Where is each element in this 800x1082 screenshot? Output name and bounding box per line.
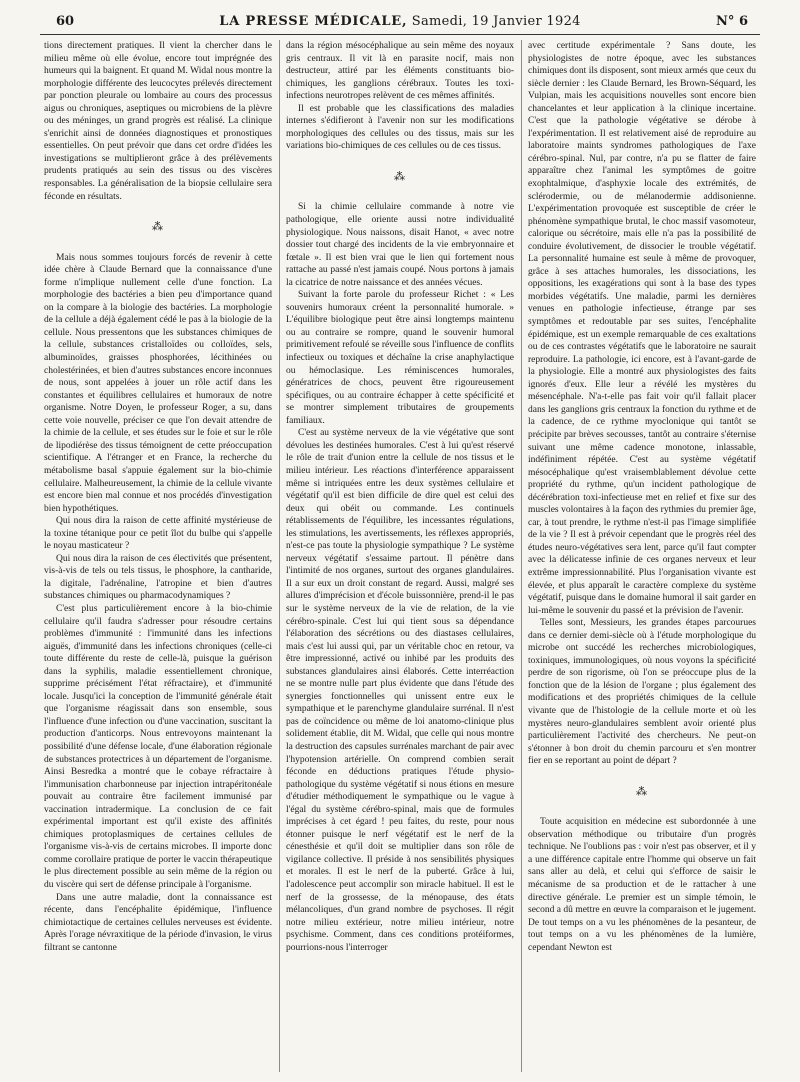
column-2 [286,40,514,1072]
paragraph: C'est au système nerveux de la vie végétative que sont dévolues les destinées humorales. C'est à lui qu'est réservé le rôle de trait d'union entre la cellule de nos tissus et le milieu intérieur. Les réactions d'interférence apparaissent même si intriquées entre les deux systèmes cellulaire et végétatif qu'il est bien difficile de dire quel est celui des deux qui obéit ou commande. Les continuels rétablissements de l'équilibre, les incessantes régulations, les stimulations, les avertissements, les réflexes appropriés, n'est-ce pas toute la physiologie sympathique ? Le système nerveux végétatif s'essaime partout. Il pénètre dans l'intimité de nos organes, surtout des organes glandulaires. Il a sur eux un droit constant de regard. Aussi, malgré ses allures d'imprécision et d'école buissonnière, prend-il le pas sur le système nerveux de la vie de relation, de la vie cérébro-spinale. C'est lui qui tient sous sa dépendance l'élaboration des sécrétions ou des diastases cellulaires, mais c'est lui aussi qui, par un véritable choc en retour, va être impressionné, activé ou inhibé par les produits des substances glandulaires ainsi élaborés. Cette interréaction ne se montre nulle part plus évidente que dans l'étude des synergies fonctionnelles qui unissent entre eux le sympathique et le parenchyme glandulaire surrénal. Il n'est pas de coïncidence ou même de loi anatomo-clinique plus solidement établie, dit M. Widal, que celle qui nous montre la destruction des capsules surrénales marchant de pair avec l'hypotension artérielle. On comprend combien serait féconde en déductions pratiques l'étude physio-pathologique du système végétatif si nous étions en mesure d'étudier méthodiquement le sympathique ou le vague à l'égal du système cérébro-spinal, mais que de formules imprécises à cet égard ! peu faites, du reste, pour nous étonner puisque le nerf végétatif est le nerf de la cénesthésie et qu'il doit se multiplier dans son rôle de vigilance collective. Il préside à nos sensibilités physiques et morales. Il est le nerf de la puberté. Grâce à lui, l'adolescence peut accomplir son miracle habituel. Il est le nerf de la grossesse, de la ménopause, des états mélancoliques, d'un grand nombre de psychoses. Il régit notre milieu extérieur, notre milieu intérieur, notre psychisme. Comment, dans ces conditions protéiformes, pourrions-nous l'interroger [286,428,514,953]
paragraph: Si la chimie cellulaire commande à notre vie pathologique, elle oriente aussi notre individualité physiologique. Nous naissons, disait Hanot, « avec notre dossier tout chargé des incidents de la vie embryonnaire et fœtale ». Il est bien vrai que le lien qui fortement nous rattache au passé n'est jamais coupé. Nous portons à jamais la cicatrice de notre naissance et des années vécues. [286,202,514,288]
paragraph: C'est plus particulièrement encore à la bio-chimie cellulaire qu'il faudra s'adresser pour résoudre certains problèmes d'immunité : l'immunité dans les infections aiguës, d'immunité dans les infections chroniques (celle-ci toute différente du reste de celle-là, puisque la guérison dans la syphilis, maladie essentiellement chronique, supprime précisément l'état réfractaire), et d'immunité locale. Jusqu'ici la conception de l'immunité générale était que l'organisme réagissait dans son ensemble, sous l'influence d'une infection ou d'une vaccination, suscitant la production d'anticorps. Nous entrevoyons maintenant la possibilité d'une défense locale, d'une élaboration régionale de substances protectrices à un département de l'organisme. Ainsi Besredka a montré que le cobaye réfractaire à l'immunisation charbonneuse par injection intrapéritonéale pouvait au contraire être facilement immunisé par vaccination intradermique. La conclusion de ce fait expérimental important est qu'il existe des affinités chimiques protoplasmiques de certaines cellules de l'organisme vis-à-vis de certains microbes. Il importe donc comme corollaire pratique de porter le vaccin thérapeutique le plus directement possible au sein même de la région ou du viscère qui sert de défense principale à l'organisme. [44,603,272,890]
page-number: 60 [56,14,75,29]
section-separator: ⁂ [394,170,406,183]
paragraph: Qui nous dira la raison de cette affinité mystérieuse de la toxine tétanique pour ce petit îlot du bulbe qui s'appelle le noyau masticateur ? [44,516,272,552]
column-1 [44,40,272,1072]
masthead [40,14,760,29]
column-3 [528,40,756,1072]
section-separator: ⁂ [152,221,164,234]
paragraph: Il est probable que les classifications des maladies internes s'édifieront à l'avenir non sur les modifications morphologiques des cellules ou des tissus, mais sur les variations bio-chimiques de ces cellules ou de ces tissus. [286,103,514,152]
paragraph: Mais nous sommes toujours forcés de revenir à cette idée chère à Claude Bernard que la connaissance d'une forme n'implique nullement celle d'une fonction. La morphologie des bactéries a bien peu d'importance quand on la compare à la biologie des bactéries. La morphologie de la cellule a déjà également cédé le pas à la biologie de la cellule. Nous pressentons que les substances chimiques de la cellule, substances cristalloïdes ou colloïdes, sels, albuminoïdes, graisses phosphorées, lécithinées ou cholestérinées, et bien d'autres substances encore inconnues de nous, sont appelées à jouer un rôle actif dans les constantes et équilibres cellulaires et humoraux de notre organisme. Notre Doyen, le professeur Roger, a su, dans cette voie nouvelle, préciser ce que l'on devait attendre de la chimie de la cellule, et ses études sur le foie et sur le rôle de lipodiérèse des tissus témoignent de cette préoccupation scientifique. A l'étranger et en France, la recherche du métabolisme basal s'appuie également sur la bio-chimie cellulaire. Malheureusement, la chimie de la cellule vivante est encore bien mal connue et nos procédés d'investigation bien hypothétiques. [44,252,272,514]
header-rule [40,34,760,35]
issue-date: Samedi, 19 Janvier 1924 [411,14,581,29]
column-divider [521,40,522,1072]
page-header [40,8,760,34]
paragraph: Telles sont, Messieurs, les grandes étapes parcourues dans ce dernier demi-siècle où à l'étude morphologique du microbe ont succédé les recherches microbiologiques, toxiniques, immunologiques, où nous voyons la spécificité perdre de son rigorisme, où l'on se préoccupe plus de la fonction que de la lésion de l'organe ; plus également des modifications et des propriétés chimiques de la cellule vivante que de l'histologie de la cellule morte et où les mystères neuro-glandulaires semblent avoir orienté plus particulièrement l'activité des chercheurs. Ne peut-on s'étonner à bon droit du chemin parcouru et s'en montrer fier en se reportant au point de départ ? [528,618,756,767]
paragraph: Qui nous dira la raison de ces électivités que présentent, vis-à-vis de tels ou tels tissus, le phosphore, la cantharide, la digitale, l'adrénaline, l'atropine et bien d'autres substances chimiques ou pharmacodynamiques ? [44,553,272,602]
issue-number: N° 6 [716,14,748,29]
paragraph: Suivant la forte parole du professeur Richet : « Les souvenirs humoraux créent la personnalité humorale. » L'équilibre biologique peut être ainsi longtemps maintenu ou au contraire se rompre, quand le souvenir humoral primitivement refoulé se réveille sous l'influence de conflits infectieux ou toxiques et déchaîne la crise anaphylactique ou hémoclasique. Les réminiscences humorales, génératrices de chocs, peuvent être rigoureusement spécifiques, ou au contraire échapper à cette spécificité et se montrer simplement tributaires de groupements familiaux. [286,290,514,426]
paragraph: Dans une autre maladie, dont la connaissance est récente, dans l'encéphalite épidémique, l'influence chimiotactique de certaines cellules nerveuses est évidente. Après l'orage névraxitique de la période d'invasion, le virus filtrant se cantonne [44,892,272,953]
paragraph: tions directement pratiques. Il vient la chercher dans le milieu même où elle évolue, encore tout imprégnée des humeurs qui la baignent. Et quand M. Widal nous montre la morphologie différente des leucocytes prélevés directement par ponction pleurale ou lombaire au cours des processus aigus ou chroniques, aseptiques ou microbiens de la plèvre ou des méninges, un grand progrès est réalisé. La clinique s'enrichit ainsi de données diagnostiques et pronostiques essentielles. On peut prévoir que dans cet ordre d'idées les investigations se multiplieront grâce à des prélèvements prudents pratiqués au sein des tissus ou des viscères responsables. La généralisation de la biopsie cellulaire sera féconde en résultats. [44,41,272,202]
newspaper-name: LA PRESSE MÉDICALE, [219,14,408,29]
column-divider [279,40,280,1072]
paragraph: dans la région mésocéphalique au sein même des noyaux gris centraux. Il vit là en parasite nocif, mais non destructeur, attiré par les éléments constituants bio-chimiques, les ganglions cérébraux. Toutes les toxi-infections neurotropes relèvent de ces mêmes affinités. [286,41,514,102]
section-separator: ⁂ [636,785,648,798]
paragraph: Toute acquisition en médecine est subordonnée à une observation méthodique ou tributaire d'un progrès technique. Ne l'oublions pas : voir n'est pas observer, et il y a une différence capitale entre l'homme qui observe un fait sans aller au delà, et celui qui s'efforce de saisir le mécanisme de sa production et de le rattacher à une directive générale. Le premier est un simple témoin, le second a dû mettre en œuvre la comparaison et le jugement. De tout temps on a vu les phénomènes de la pesanteur, de tout temps on a vu les phénomènes de la lumière, cependant Newton est [528,817,756,953]
paragraph: avec certitude expérimentale ? Sans doute, les physiologistes de notre époque, avec les substances chimiques dont ils disposent, sont mieux armés que ceux du siècle dernier : les Claude Bernard, les Brown-Séquard, les Vulpian, mais les acquisitions nouvelles sont encore bien chancelantes et leur application à la clinique incertaine. C'est que la pathologie végétative se dérobe à l'expérimentation. Il est relativement aisé de reproduire au laboratoire maints syndromes pathologiques de l'axe cérébro-spinal. Nul, par contre, n'a pu se flatter de faire apparaître chez l'animal les symptômes de goitre exophtalmique, d'asphyxie locale des extrémités, de sclérodermie, ou de mélanodermie addisonienne. L'expérimentation provoquée est susceptible de créer le phénomène sympathique brutal, le choc massif vasomoteur, calorique ou sécrétoire, mais elle n'a pas la possibilité de conduire évolutivement, de dissocier le trouble végétatif. La personnalité humaine est seule à même de provoquer, grâce à ses attaches humorales, les dissociations, les oppositions, les exagérations qui sont à la base des types morbides végétatifs. Une maladie, parmi les dernières venues en pathologie infectieuse, étrange par ses symptômes et redoutable par ses suites, l'encéphalite épidémique, est un exemple remarquable de ces exaltations ou de ces contrastes végétatifs que le laboratoire ne saurait reproduire. La pathologie, ici encore, est à l'avant-garde de la physiologie. Elle a montré aux physiologistes des faits ignorés d'eux. Elle leur a révélé les mystères du mésencéphale. N'a-t-elle pas fait voir qu'il fallait placer dans les ganglions gris centraux la fonction du rythme et de la cadence, de ce rythme myoclonique qui tantôt se précipite par brèves secousses, tantôt au contraire s'éternise suivant une même cadence monotone, inlassable, indéfiniment répétée. C'est au système végétatif mésocéphalique qu'est vraisemblablement dévolue cette propriété du rythme, qu'un incident pathologique de décérébration toxi-infectieuse met en relief et fixe sur des muscles volontaires à la façon des rythmies du premier âge, car, à tout prendre, le rythme n'est-il pas l'image simplifiée de la vie ? Il est à prévoir cependant que le progrès réel des études neuro-végétatives sera lent, parce qu'il faut compter avec la délicatesse infinie de ces organes nerveux et leur extrême impressionnabilité. Plus l'organisation vivante est élevée, et plus apparaît le caractère complexe du système végétatif, puisque dans le domaine humoral il sait garder en lui-même le souvenir du passé et la prévision de l'avenir. [528,41,756,616]
